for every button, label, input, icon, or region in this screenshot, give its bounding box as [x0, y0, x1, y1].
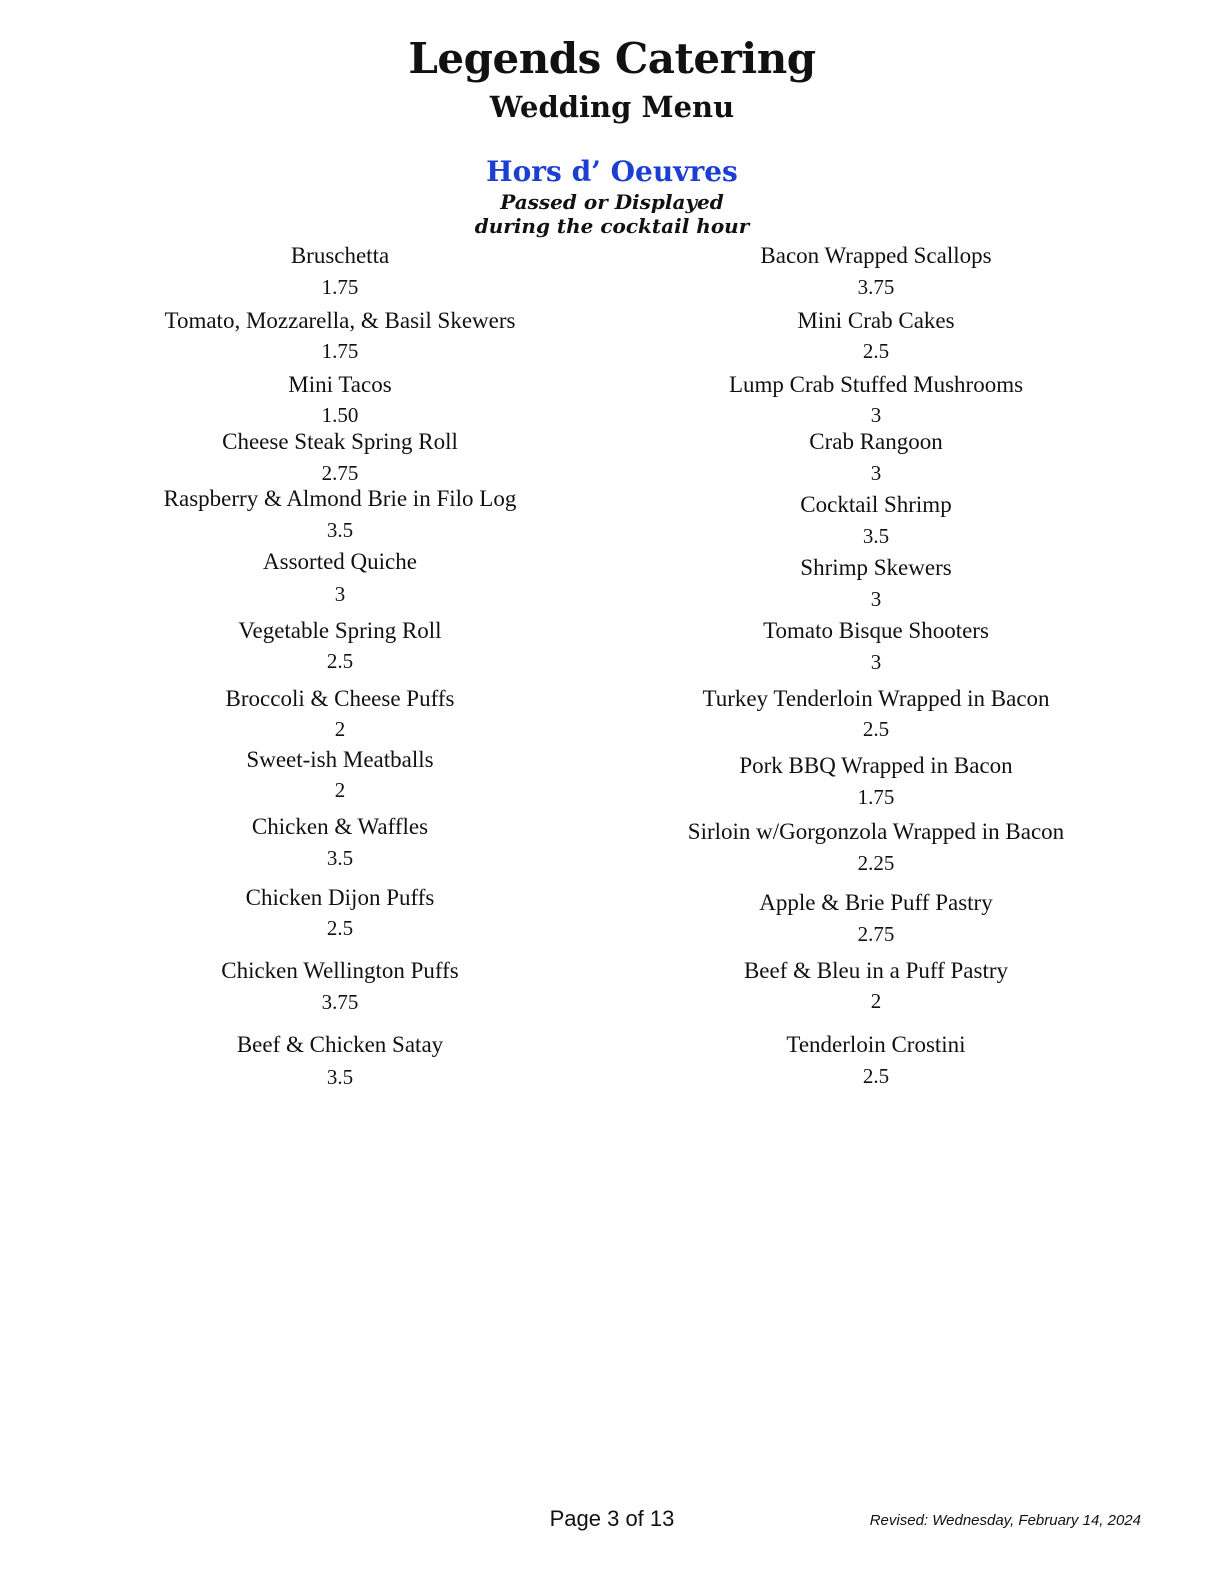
menu-item-price: 3.5: [326, 846, 354, 870]
menu-item-price: 3: [334, 582, 346, 606]
section-note-line2: during the cocktail hour: [474, 214, 750, 238]
menu-item-name: Apple & Brie Puff Pastry: [759, 890, 993, 915]
menu-item-price: 2: [870, 989, 882, 1013]
menu-item-name: Sirloin w/Gorgonzola Wrapped in Bacon: [687, 819, 1065, 844]
menu-item-name: Mini Crab Cakes: [797, 308, 955, 333]
menu-item-price: 2.5: [862, 717, 890, 741]
menu-item-name: Broccoli & Cheese Puffs: [225, 686, 455, 711]
menu-item-name: Chicken Dijon Puffs: [245, 885, 435, 910]
section-title: Hors d’ Oeuvres: [486, 155, 738, 188]
menu-item-price: 3.5: [862, 524, 890, 548]
menu-item-name: Turkey Tenderloin Wrapped in Bacon: [702, 686, 1050, 711]
menu-item-price: 1.75: [857, 785, 895, 809]
menu-item-name: Lump Crab Stuffed Mushrooms: [728, 372, 1024, 397]
menu-item-name: Chicken Wellington Puffs: [221, 958, 459, 983]
menu-item-name: Cheese Steak Spring Roll: [222, 429, 458, 454]
menu-item-name: Cocktail Shrimp: [800, 492, 952, 517]
menu-item-price: 3.75: [321, 990, 359, 1014]
menu-item-price: 2.5: [862, 1064, 890, 1088]
menu-item-price: 1.75: [321, 339, 359, 363]
menu-item-price: 2.25: [857, 851, 895, 875]
menu-item-price: 2.75: [857, 922, 895, 946]
menu-item-name: Pork BBQ Wrapped in Bacon: [739, 753, 1013, 778]
menu-item-price: 2.5: [862, 339, 890, 363]
menu-item-name: Assorted Quiche: [263, 549, 417, 574]
menu-item-name: Beef & Chicken Satay: [236, 1032, 444, 1057]
revision-date: Revised: Wednesday, February 14, 2024: [869, 1512, 1141, 1529]
section-note-line1: Passed or Displayed: [500, 190, 724, 214]
menu-item-price: 3: [870, 461, 882, 485]
menu-item-price: 3: [870, 403, 882, 427]
menu-item-price: 2.5: [326, 916, 354, 940]
menu-item-name: Vegetable Spring Roll: [238, 618, 442, 643]
menu-item-price: 2: [334, 778, 346, 802]
menu-item-price: 2.75: [321, 461, 359, 485]
menu-item-price: 3: [870, 650, 882, 674]
menu-item-name: Tomato Bisque Shooters: [763, 618, 989, 643]
menu-item-price: 3.75: [857, 275, 895, 299]
menu-item-name: Crab Rangoon: [809, 429, 943, 454]
menu-item-name: Raspberry & Almond Brie in Filo Log: [163, 486, 517, 511]
menu-item-price: 2: [334, 717, 346, 741]
menu-item-price: 3: [870, 587, 882, 611]
menu-item-name: Tenderloin Crostini: [786, 1032, 966, 1057]
menu-item-name: Shrimp Skewers: [800, 555, 952, 580]
menu-item-name: Bruschetta: [290, 243, 390, 268]
menu-item-name: Chicken & Waffles: [251, 814, 429, 839]
menu-item-name: Sweet-ish Meatballs: [246, 747, 434, 772]
menu-item-price: 3.5: [326, 1065, 354, 1089]
menu-item-price: 3.5: [326, 518, 354, 542]
menu-item-name: Beef & Bleu in a Puff Pastry: [743, 958, 1009, 983]
menu-item-price: 1.75: [321, 275, 359, 299]
menu-item-name: Mini Tacos: [288, 372, 392, 397]
menu-item-price: 2.5: [326, 649, 354, 673]
page-subtitle: Wedding Menu: [489, 90, 735, 124]
menu-item-price: 1.50: [321, 403, 359, 427]
menu-item-name: Bacon Wrapped Scallops: [760, 243, 992, 268]
page-number: Page 3 of 13: [549, 1506, 675, 1531]
page-title: Legends Catering: [408, 34, 816, 83]
menu-item-name: Tomato, Mozzarella, & Basil Skewers: [164, 308, 516, 333]
